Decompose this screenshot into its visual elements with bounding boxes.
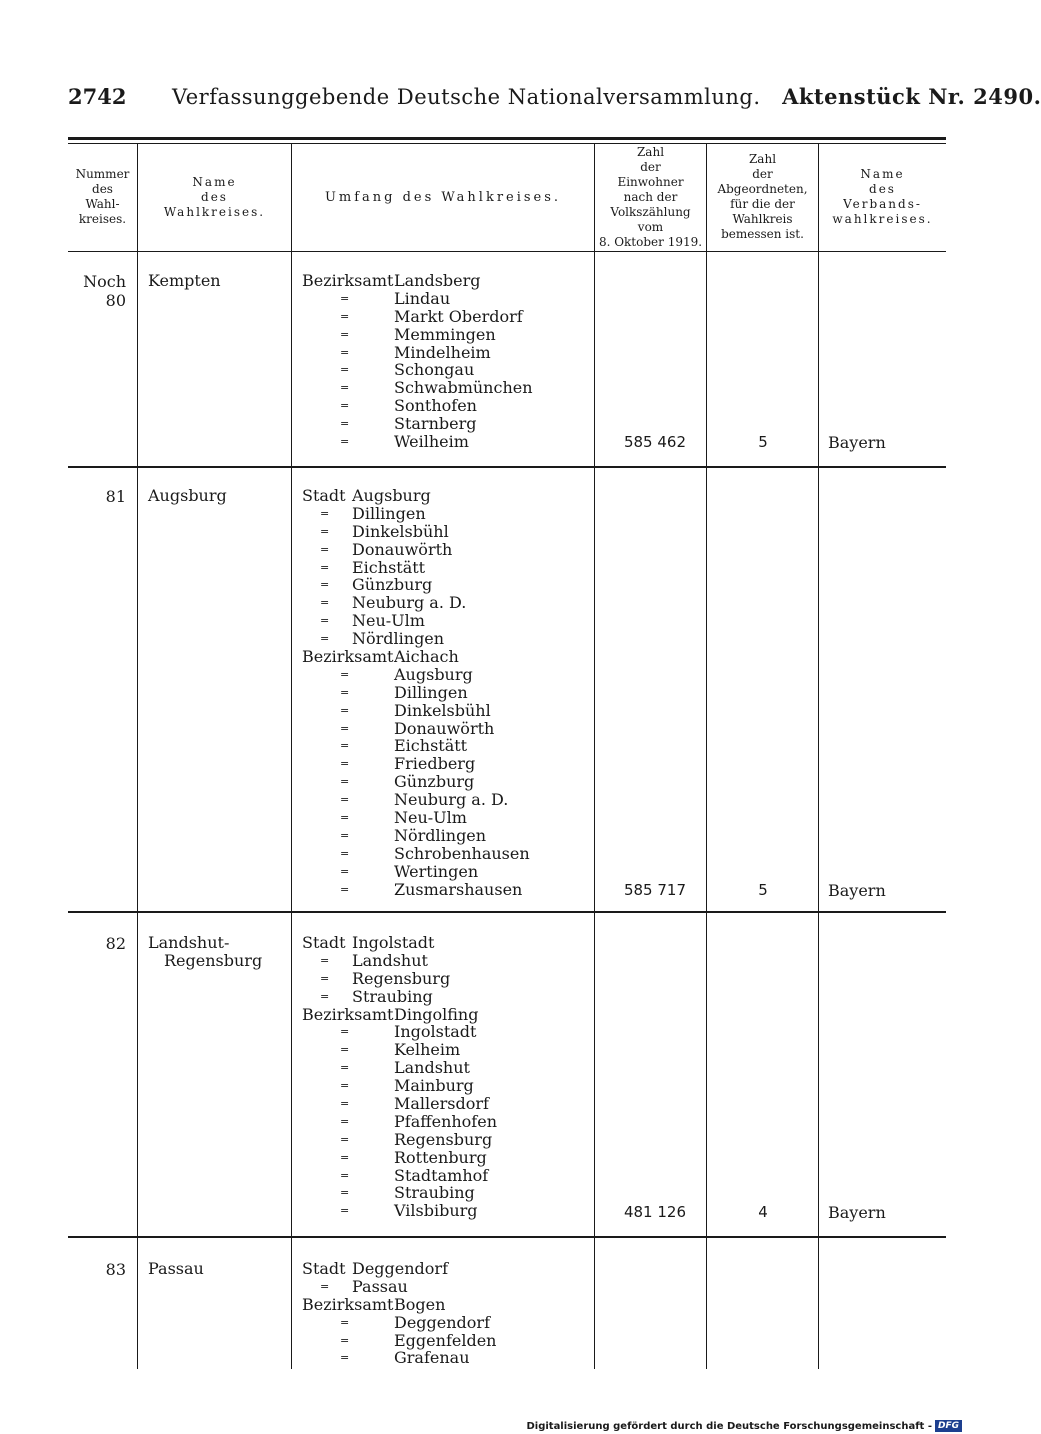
constituency-name-line: Passau — [148, 1259, 204, 1278]
ditto-mark: = — [340, 811, 350, 825]
ditto-mark: = — [340, 757, 350, 771]
population-count: 585 462 — [623, 433, 686, 452]
district-name: Memmingen — [394, 324, 496, 344]
ditto-mark: = — [340, 1097, 350, 1111]
header-line: Name — [192, 174, 237, 189]
header-line: 8. Oktober 1919. — [598, 234, 703, 249]
district-name: Straubing — [352, 986, 433, 1006]
district-name: Landshut — [394, 1058, 470, 1078]
ditto-mark: = — [340, 793, 350, 807]
district-name: Regensburg — [352, 968, 451, 988]
ditto-mark: = — [320, 542, 330, 556]
ditto-mark: = — [340, 417, 350, 431]
district-name: Dinkelsbühl — [394, 700, 491, 720]
federation-name: Bayern — [828, 880, 886, 900]
header-line: der — [640, 159, 661, 174]
district-name: Pfaffenhofen — [394, 1111, 497, 1131]
district-name: Dillingen — [394, 682, 468, 702]
district-name: Nördlingen — [394, 825, 487, 845]
district-name: Eggenfelden — [394, 1330, 497, 1350]
ditto-mark: = — [340, 291, 350, 305]
ditto-mark: = — [340, 703, 350, 717]
deputies-count: 4 — [758, 1202, 768, 1221]
district-name: Lindau — [394, 288, 451, 308]
district-name: Nördlingen — [352, 629, 445, 649]
header-line: kreises. — [78, 212, 127, 226]
district-name: Vilsbiburg — [394, 1201, 478, 1221]
column-divider — [291, 143, 292, 1369]
header-line: des — [92, 182, 113, 196]
district-name: Sonthofen — [394, 396, 477, 416]
header-population — [595, 145, 706, 249]
ditto-mark: = — [320, 596, 330, 610]
top-rule-thick — [68, 137, 946, 140]
district-name: Eichstätt — [352, 557, 426, 577]
population-count: 481 126 — [623, 1202, 686, 1221]
header-line: der — [752, 167, 773, 181]
district-name: Donauwörth — [394, 718, 495, 738]
header-scope — [292, 145, 594, 249]
ditto-mark: = — [340, 1186, 350, 1200]
header-line: Einwohner — [617, 174, 684, 189]
district-name: Straubing — [394, 1183, 475, 1203]
district-name: Augsburg — [394, 664, 473, 684]
header-federation — [819, 145, 946, 249]
ditto-mark: = — [340, 1351, 350, 1365]
district-type: Bezirksamt — [302, 1004, 394, 1024]
ditto-mark: = — [340, 739, 350, 753]
ditto-mark: = — [340, 399, 350, 413]
header-line: des — [869, 182, 896, 196]
district-type: Bezirksamt — [302, 647, 394, 667]
header-line: für die der — [730, 197, 795, 211]
district-name: Mallersdorf — [394, 1094, 489, 1114]
ditto-mark: = — [340, 1114, 350, 1128]
header-deputies — [707, 145, 818, 249]
ditto-mark: = — [340, 864, 350, 878]
constituency-name-line: Landshut- — [148, 933, 230, 952]
deputies-count: 5 — [758, 433, 768, 452]
ditto-mark: = — [320, 524, 330, 538]
header-line: Wahlkreises. — [163, 204, 266, 219]
district-name: Dingolfing — [394, 1004, 479, 1024]
footer-credit — [526, 1420, 962, 1432]
ditto-mark: = — [340, 1333, 350, 1347]
district-name: Schrobenhausen — [394, 843, 530, 863]
district-name: Schongau — [394, 360, 475, 380]
ditto-mark: = — [340, 381, 350, 395]
ditto-mark: = — [340, 345, 350, 359]
district-name: Günzburg — [352, 575, 433, 595]
district-name: Stadtamhof — [394, 1165, 489, 1185]
district-type: Bezirksamt — [302, 1294, 394, 1314]
row-constituency-name — [148, 487, 288, 505]
row-separator — [68, 911, 946, 913]
constituency-name-line: Augsburg — [148, 486, 227, 505]
district-name: Mainburg — [394, 1076, 474, 1096]
district-name: Neuburg a. D. — [394, 790, 509, 810]
top-rule-thin — [68, 143, 946, 144]
ditto-mark: = — [340, 1132, 350, 1146]
header-line: Zahl — [636, 144, 665, 159]
ditto-mark: = — [320, 614, 330, 628]
deputies-count: 5 — [758, 880, 768, 899]
header-line: Nummer — [75, 167, 130, 181]
ditto-mark: = — [320, 560, 330, 574]
column-divider — [818, 143, 819, 1369]
district-type: Stadt — [302, 1259, 346, 1278]
page-number: 2742 — [68, 84, 127, 109]
credit-text: Digitalisierung gefördert durch die Deutsche Forschungsgemeinschaft - — [526, 1420, 932, 1432]
ditto-mark: = — [320, 971, 330, 985]
header-line: nach der — [623, 189, 678, 204]
district-name: Weilheim — [394, 432, 469, 452]
column-divider — [594, 143, 595, 1369]
district-name: Neu-Ulm — [352, 611, 425, 631]
document-title: Verfassunggebende Deutsche Nationalversammlung. — [172, 85, 761, 109]
constituency-name-line: Kempten — [148, 271, 221, 290]
population-count: 585 717 — [623, 880, 686, 899]
district-name: Ingolstadt — [352, 933, 435, 952]
row-number: 81 — [105, 487, 126, 506]
row-separator — [68, 1236, 946, 1238]
district-name: Friedberg — [394, 754, 476, 774]
district-name: Kelheim — [394, 1040, 461, 1060]
district-name: Markt Oberdorf — [394, 306, 523, 326]
federation-name: Bayern — [828, 1202, 886, 1222]
header-line: des — [201, 189, 228, 204]
district-name: Grafenau — [394, 1348, 470, 1368]
header-line: Zahl — [748, 152, 777, 166]
column-divider — [137, 143, 138, 1369]
district-name: Landsberg — [394, 271, 481, 290]
district-name: Dinkelsbühl — [352, 521, 449, 541]
constituency-name-line: Regensburg — [164, 951, 263, 970]
ditto-mark: = — [320, 506, 330, 520]
header-line: Abgeordneten, — [717, 182, 808, 196]
district-name: Wertingen — [394, 861, 479, 881]
header-line: Wahlkreis — [732, 212, 793, 226]
header-line: Umfang des Wahlkreises. — [324, 189, 562, 205]
ditto-mark: = — [320, 578, 330, 592]
district-name: Eichstätt — [394, 736, 468, 756]
federation-name: Bayern — [828, 433, 886, 453]
header-line: wahlkreises. — [832, 212, 933, 226]
ditto-mark: = — [340, 1061, 350, 1075]
district-name: Rottenburg — [394, 1147, 487, 1167]
ditto-mark: = — [340, 1025, 350, 1039]
ditto-mark: = — [340, 685, 350, 699]
ditto-mark: = — [340, 775, 350, 789]
header-line: bemessen ist. — [721, 227, 804, 241]
row-number: 83 — [105, 1260, 126, 1279]
ditto-mark: = — [340, 721, 350, 735]
district-name: Deggendorf — [394, 1312, 490, 1332]
ditto-mark: = — [340, 882, 350, 896]
document-reference: Aktenstück Nr. 2490. — [782, 84, 1041, 109]
district-name: Neu-Ulm — [394, 808, 467, 828]
ditto-mark: = — [340, 1168, 350, 1182]
district-name: Dillingen — [352, 503, 426, 523]
ditto-mark: = — [320, 989, 330, 1003]
district-name: Augsburg — [352, 486, 431, 505]
header-line: Volkszählung — [610, 204, 691, 219]
district-name: Günzburg — [394, 772, 475, 792]
header-line: Wahl- — [85, 197, 120, 211]
header-name — [138, 145, 291, 249]
ditto-mark: = — [340, 828, 350, 842]
district-type: Bezirksamt — [302, 271, 394, 290]
district-name: Deggendorf — [352, 1259, 448, 1278]
district-name: Aichach — [394, 647, 459, 667]
row-number: Noch 80 — [83, 272, 126, 310]
district-name: Neuburg a. D. — [352, 593, 467, 613]
district-name: Donauwörth — [352, 539, 453, 559]
header-line: Verbands- — [843, 197, 922, 211]
header-bottom-rule — [68, 251, 946, 252]
row-number: 82 — [105, 934, 126, 953]
ditto-mark: = — [340, 1150, 350, 1164]
ditto-mark: = — [340, 363, 350, 377]
district-type: Stadt — [302, 933, 346, 952]
district-type: Stadt — [302, 486, 346, 505]
district-name: Schwabmünchen — [394, 378, 533, 398]
ditto-mark: = — [340, 1315, 350, 1329]
ditto-mark: = — [320, 632, 330, 646]
ditto-mark: = — [340, 1043, 350, 1057]
row-separator — [68, 466, 946, 468]
dfg-logo: DFG — [935, 1420, 962, 1432]
district-name: Zusmarshausen — [394, 879, 523, 899]
column-divider — [706, 143, 707, 1369]
district-name: Passau — [352, 1276, 408, 1296]
ditto-mark: = — [340, 1204, 350, 1218]
ditto-mark: = — [340, 435, 350, 449]
running-title — [172, 84, 1041, 109]
ditto-mark: = — [340, 846, 350, 860]
district-name: Bogen — [394, 1294, 446, 1314]
header-number — [68, 145, 137, 249]
district-name: Mindelheim — [394, 342, 491, 362]
row-constituency-name — [148, 934, 288, 970]
district-name: Landshut — [352, 950, 428, 970]
row-constituency-name — [148, 272, 288, 290]
header-line: vom — [637, 219, 664, 234]
district-name: Starnberg — [394, 414, 477, 434]
district-name: Regensburg — [394, 1129, 493, 1149]
ditto-mark: = — [340, 1079, 350, 1093]
ditto-mark: = — [340, 667, 350, 681]
ditto-mark: = — [340, 327, 350, 341]
row-constituency-name — [148, 1260, 288, 1278]
district-name: Ingolstadt — [394, 1022, 477, 1042]
header-line: Name — [860, 167, 905, 181]
ditto-mark: = — [320, 1279, 330, 1293]
ditto-mark: = — [320, 953, 330, 967]
ditto-mark: = — [340, 309, 350, 323]
